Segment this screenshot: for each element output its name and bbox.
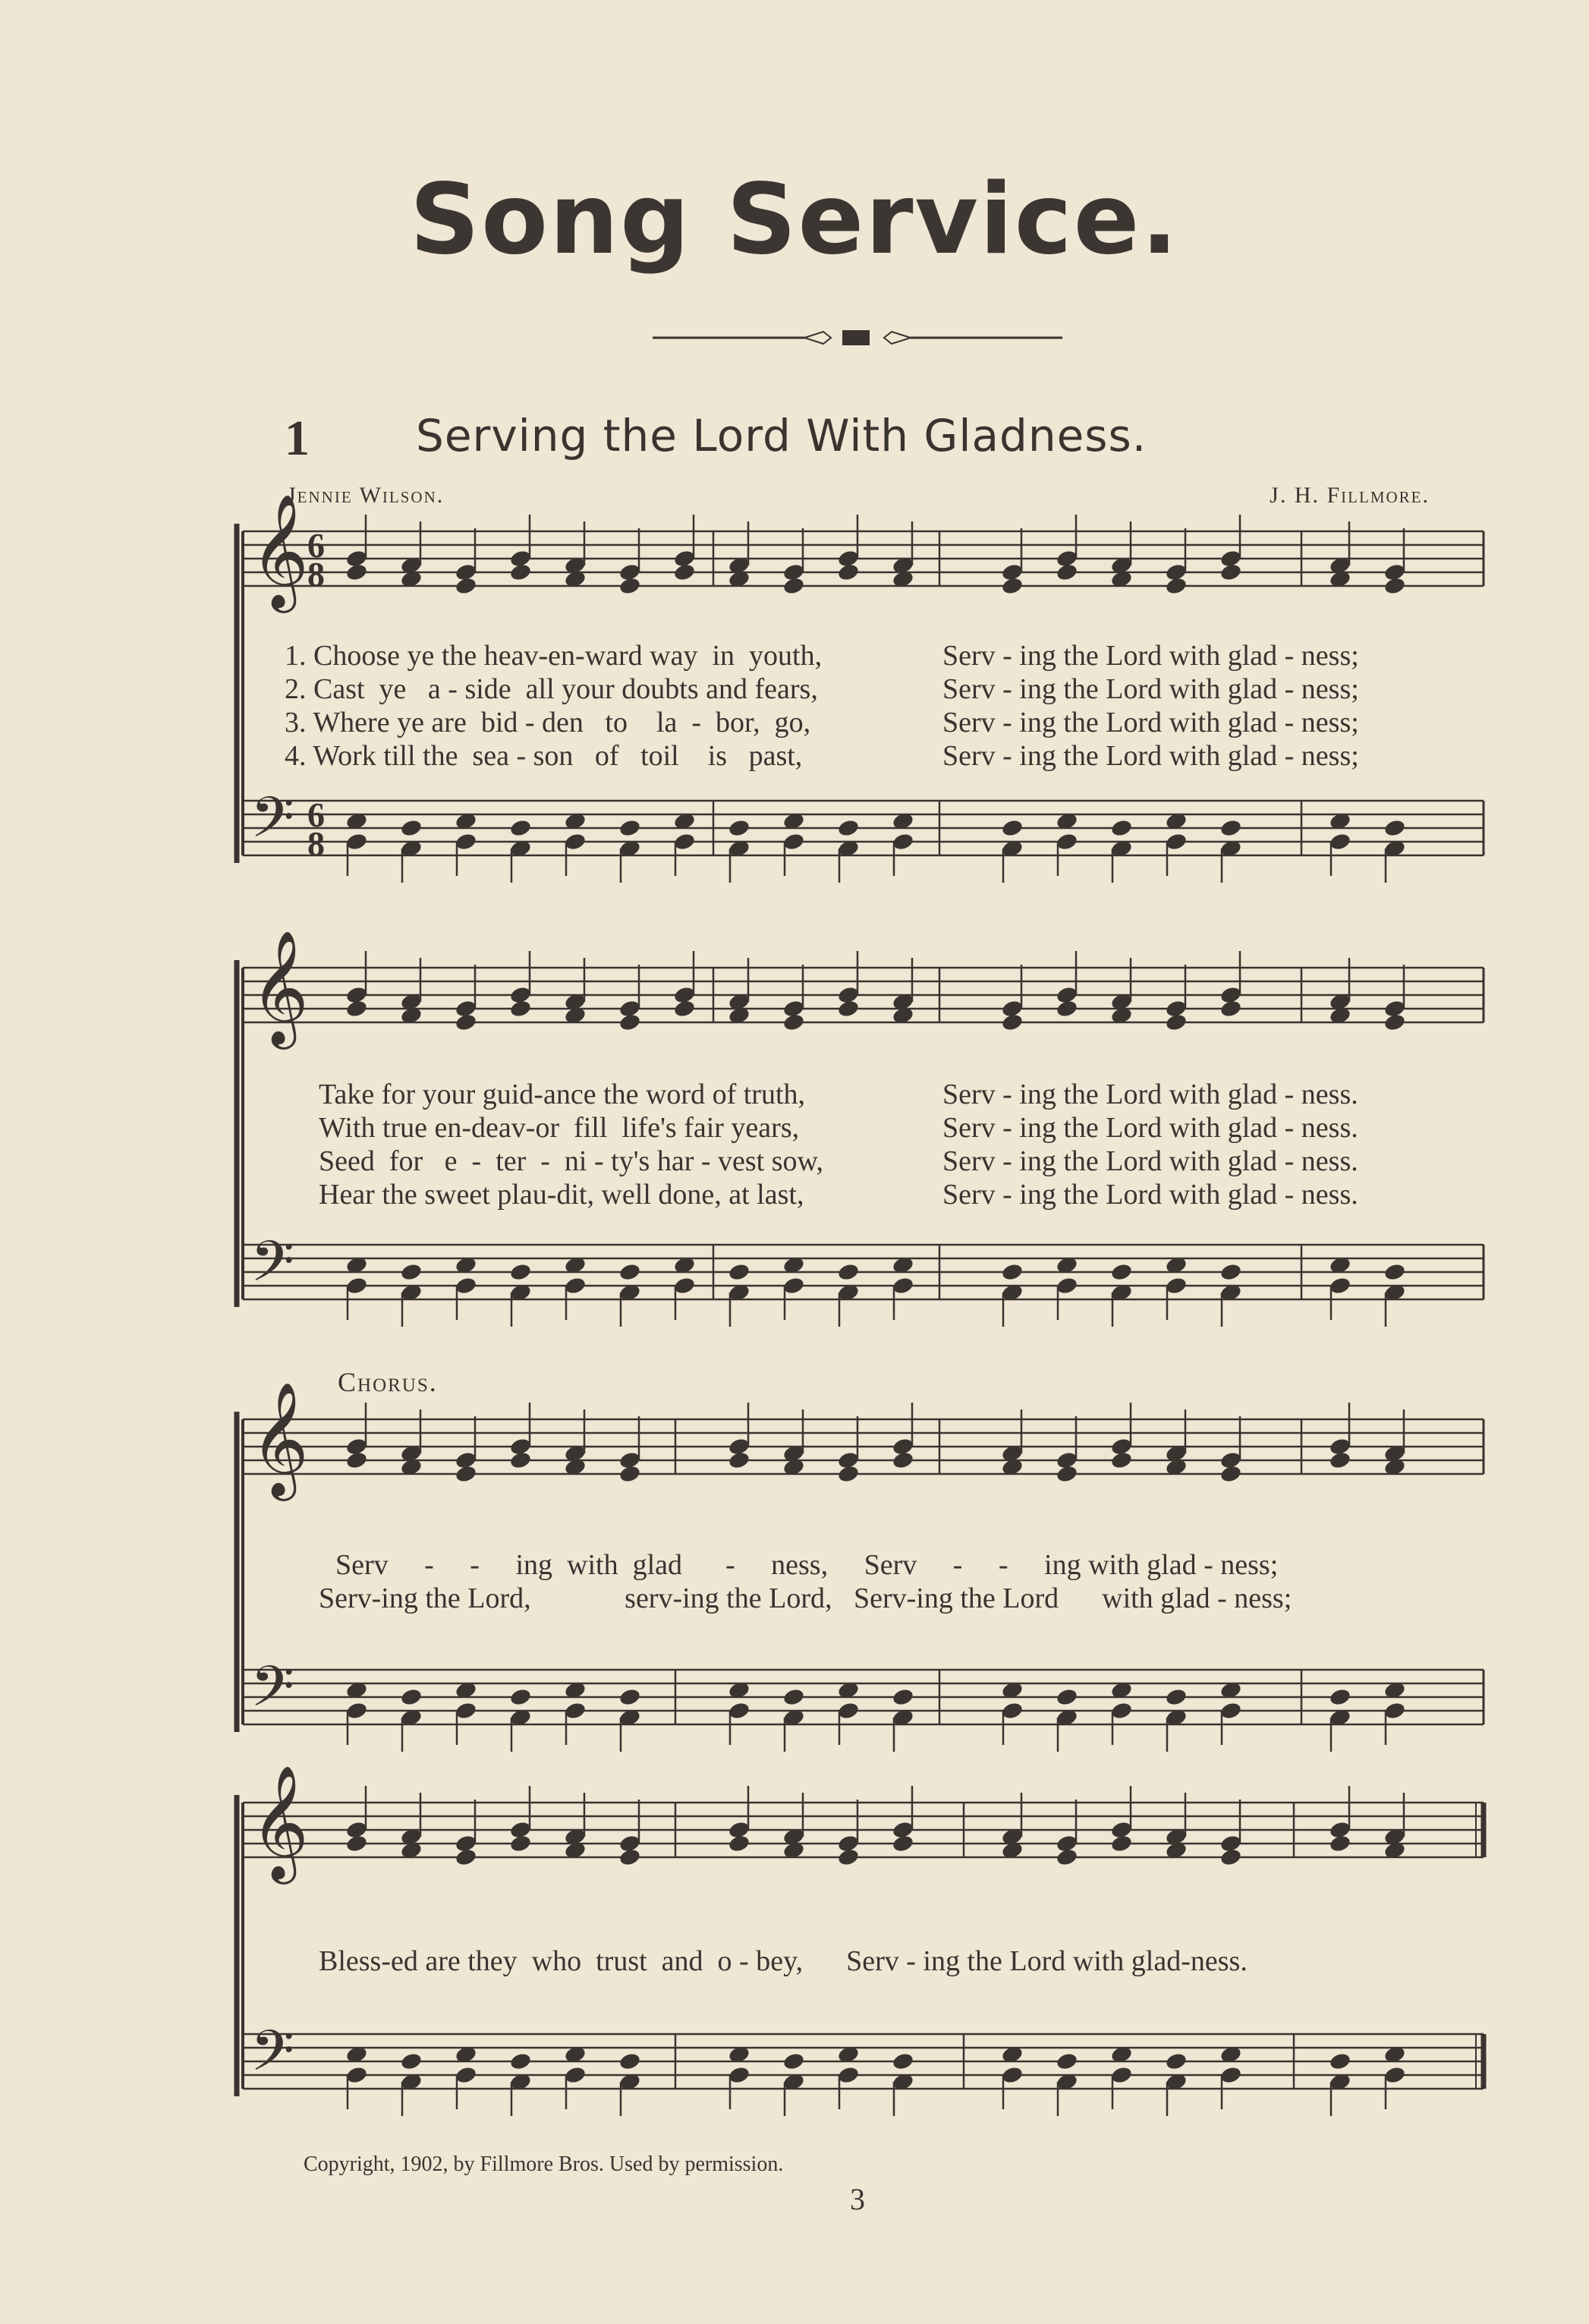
verse-3-left: 3. Where ye are bid - den to la - bor, go,: [285, 707, 811, 738]
verse-3-second-right: Serv - ing the Lord with glad - ness.: [942, 1145, 1358, 1177]
bass-clef-icon: 𝄢: [250, 1229, 294, 1308]
verse-3-right: Serv - ing the Lord with glad - ness;: [942, 707, 1359, 738]
verse-2-second-left: With true en-deav-or fill life's fair years,: [319, 1112, 800, 1144]
page-title: Song Service.: [409, 163, 1180, 276]
verse-2-left: 2. Cast ye a - side all your doubts and fears,: [285, 673, 818, 705]
verse-4-second-left: Hear the sweet plau-dit, well done, at last,: [319, 1179, 804, 1211]
hymn-number: 1: [285, 411, 310, 466]
page-number: 3: [850, 2182, 865, 2216]
bass-clef-icon: 𝄢: [250, 2018, 294, 2098]
treble-clef-icon: 𝄞: [250, 1764, 309, 1879]
verse-1-right: Serv - ing the Lord with glad - ness;: [942, 640, 1359, 672]
verse-1-left: 1. Choose ye the heav-en-ward way in youth,: [285, 640, 823, 672]
treble-clef-icon: 𝄞: [250, 929, 309, 1044]
lyricist-credit: Jennie Wilson.: [287, 483, 445, 508]
chorus-line-2: Serv-ing the Lord, serv-ing the Lord, Serv-ing the Lord with glad - ness;: [319, 1582, 1292, 1614]
verse-2-right: Serv - ing the Lord with glad - ness;: [942, 673, 1359, 705]
time-signature-bass-bottom: 8: [307, 824, 325, 863]
verse-4-left: 4. Work till the sea - son of toil is past,: [285, 740, 803, 772]
chorus-final-line: Bless-ed are they who trust and o - bey, Serv - ing the Lord with glad-ness.: [319, 1945, 1248, 1977]
chorus-line-1: Serv - - ing with glad - ness, Serv - - ing with glad - ness;: [335, 1549, 1279, 1581]
copyright-notice: Copyright, 1902, by Fillmore Bros. Used by permission.: [304, 2152, 784, 2176]
chorus-label: Chorus.: [338, 1367, 438, 1397]
composer-credit: J. H. Fillmore.: [1270, 483, 1430, 508]
bass-clef-icon: 𝄢: [250, 785, 294, 864]
verse-2-second-right: Serv - ing the Lord with glad - ness.: [942, 1112, 1358, 1144]
verse-4-second-right: Serv - ing the Lord with glad - ness.: [942, 1179, 1358, 1211]
bass-clef-icon: 𝄢: [250, 1654, 294, 1734]
time-signature-treble-top: 6: [307, 526, 325, 565]
verse-3-second-left: Seed for e - ter - ni - ty's har - vest sow,: [319, 1145, 823, 1177]
treble-clef-icon: 𝄞: [250, 493, 309, 608]
verse-1-second-left: Take for your guid-ance the word of truth,: [319, 1079, 806, 1110]
time-signature-treble-bottom: 8: [307, 555, 325, 594]
hymn-title: Serving the Lord With Gladness.: [416, 410, 1147, 461]
verse-1-second-right: Serv - ing the Lord with glad - ness.: [942, 1079, 1358, 1110]
time-signature-bass-top: 6: [307, 795, 325, 834]
treble-clef-icon: 𝄞: [250, 1381, 309, 1496]
verse-4-right: Serv - ing the Lord with glad - ness;: [942, 740, 1359, 772]
